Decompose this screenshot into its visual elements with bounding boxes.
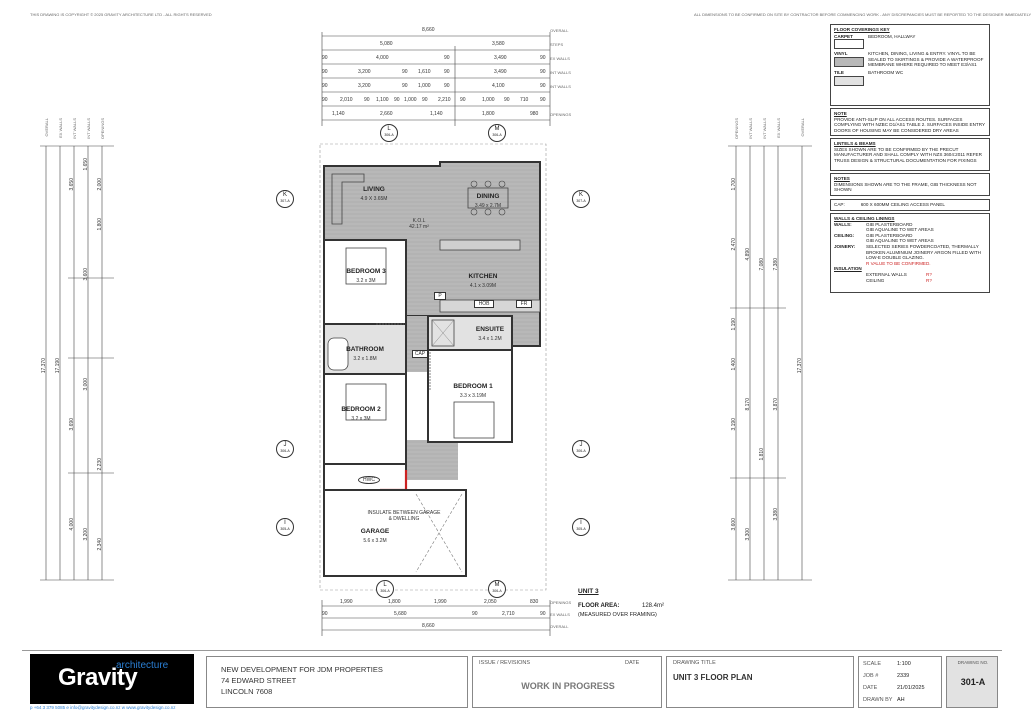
job-label: JOB # xyxy=(863,673,879,679)
right-dim-12: 3,600 xyxy=(731,518,737,531)
left-second-dim: 17,190 xyxy=(55,358,61,374)
cap-key-text: 600 X 600MM CEILING ACCESS PANEL xyxy=(860,202,945,207)
section-marker-k-right xyxy=(572,190,590,208)
hob-label: HOB xyxy=(474,300,494,308)
drawing-title: UNIT 3 FLOOR PLAN xyxy=(673,673,753,682)
carpet-desc: BEDROOM, HALLWAY xyxy=(868,33,916,39)
right-dim-4: 7,380 xyxy=(773,258,779,271)
bottom-exwall-dim-2: 5,680 xyxy=(394,611,407,617)
bottom-label-exwalls: EX WALLS xyxy=(550,612,570,617)
top-open-b-dim-3: 90 xyxy=(364,97,370,103)
vinyl-label: VINYL xyxy=(834,51,848,57)
carpet-label: CARPET xyxy=(834,33,853,39)
top-open-b-dim-10: 1,000 xyxy=(482,97,495,103)
top-open-b-dim-11: 90 xyxy=(504,97,510,103)
section-sheet: 307-A xyxy=(280,199,290,203)
ceiling-row xyxy=(834,233,986,244)
section-sheet: 306-A xyxy=(492,589,502,593)
pantry-label: P xyxy=(434,292,446,300)
left-dimensions xyxy=(38,118,118,588)
logo-block xyxy=(30,654,194,704)
unit-name: UNIT 3 xyxy=(578,588,599,595)
meta-box xyxy=(858,656,942,708)
project-line-2: 74 EDWARD STREET xyxy=(221,676,297,685)
kol-label: K.O.L xyxy=(412,218,426,224)
top-open-a-dim-7: 90 xyxy=(540,83,546,89)
left-overall-dim: 17,370 xyxy=(41,358,47,374)
bottom-label-openings: OPENINGS xyxy=(550,600,572,605)
ceiling-ins-label: CEILING xyxy=(866,277,885,283)
contact-line: p +64 3 379 5085 e info@gravitydesign.co.nz w www.gravitydesign.co.nz xyxy=(30,705,176,710)
top-label-intwalls: INT WALLS xyxy=(550,70,571,75)
room-name-bedroom2: BEDROOM 2 xyxy=(341,406,381,413)
section-sheet: 306-A xyxy=(576,449,586,453)
bottom-open-dim-2: 1,800 xyxy=(388,599,401,605)
drawn-label: DRAWN BY xyxy=(863,697,893,703)
ceiling-ins-value: R? xyxy=(926,277,932,283)
ensuite-walls xyxy=(428,316,512,350)
section-sheet: 305-A xyxy=(280,527,290,531)
left-label-openings: OPENINGS xyxy=(100,118,105,140)
r-value-note: R VALUE TO BE CONFIRMED. xyxy=(866,260,931,266)
top-open-c-dim-4: 1,800 xyxy=(482,111,495,117)
issue-label: ISSUE / REVISIONS xyxy=(479,660,531,666)
section-letter: M xyxy=(494,582,500,588)
ceiling-value-1: GIB PLASTERBOARD xyxy=(866,232,913,238)
left-label-overall: OVERALL xyxy=(44,118,49,137)
drawing-title-box xyxy=(666,656,854,708)
tile-swatch xyxy=(834,76,864,86)
top-intwall-dim-1: 90 xyxy=(322,69,328,75)
top-open-b-dim-8: 2,210 xyxy=(438,97,451,103)
walls-label: WALLS: xyxy=(834,221,852,227)
room-name-bedroom3: BEDROOM 3 xyxy=(346,268,386,275)
note-box xyxy=(830,108,990,136)
vinyl-swatch xyxy=(834,57,864,67)
section-letter: I xyxy=(284,520,286,526)
joinery-label: JOINERY: xyxy=(834,243,856,249)
room-dims-bathroom: 3.2 x 1.8M xyxy=(353,356,377,362)
room-name-garage: GARAGE xyxy=(360,528,390,535)
right-dim-13: 1,810 xyxy=(759,448,765,461)
floor-coverings-key xyxy=(830,24,990,106)
top-intwall-dim-3: 90 xyxy=(402,69,408,75)
drawing-title-label: DRAWING TITLE xyxy=(673,660,716,666)
section-sheet: 306-A xyxy=(492,133,502,137)
hwc-label: HWC xyxy=(358,476,380,484)
copyright-note: THIS DRAWING IS COPYRIGHT © 2025 GRAVITY ARCHITECTURE LTD - ALL RIGHTS RESERVED xyxy=(30,12,212,17)
section-letter: I xyxy=(580,520,582,526)
top-overall-dim: 8,660 xyxy=(422,27,435,33)
vinyl-row xyxy=(834,51,986,68)
left-label-intwalls: INT WALLS xyxy=(72,118,77,139)
room-name-ensuite: ENSUITE xyxy=(475,326,505,333)
top-open-c-dim-5: 980 xyxy=(530,111,539,117)
unit-summary xyxy=(578,588,698,628)
left-dim-2: 2,000 xyxy=(97,178,103,191)
top-open-a-dim-1: 90 xyxy=(322,83,328,89)
ceiling-value-2: GIB AQUALINE TO WET AREAS xyxy=(866,238,934,244)
top-intwall-dim-6: 3,490 xyxy=(494,69,507,75)
room-dims-ensuite: 3.4 x 1.2M xyxy=(478,336,502,342)
section-marker-m-bottom xyxy=(488,580,506,598)
right-dim-7: 1,400 xyxy=(731,358,737,371)
section-marker-k-left xyxy=(276,190,294,208)
top-open-b-dim-1: 90 xyxy=(322,97,328,103)
section-marker-l-bottom xyxy=(376,580,394,598)
drawn-value: AH xyxy=(897,697,905,703)
top-intwall-dim-2: 3,200 xyxy=(358,69,371,75)
notes-title: NOTES xyxy=(834,176,850,181)
bottom-open-dim-1: 1,990 xyxy=(340,599,353,605)
left-dim-10: 3,000 xyxy=(83,378,89,391)
tile-row xyxy=(834,70,986,86)
room-name-dining: DINING xyxy=(476,193,500,200)
bottom-dimensions xyxy=(322,598,550,638)
carpet-swatch xyxy=(834,39,864,49)
bottom-exwall-dim-4: 2,710 xyxy=(502,611,515,617)
left-label-exwalls: EX WALLS xyxy=(58,118,63,138)
walls-value-1: GIB PLASTERBOARD xyxy=(866,221,913,227)
scale-value: 1:100 xyxy=(897,661,911,667)
left-dim-3: 1,650 xyxy=(83,158,89,171)
bottom-exwall-dim-3: 90 xyxy=(472,611,478,617)
note-title: NOTE xyxy=(834,111,847,116)
top-open-a-dim-2: 3,200 xyxy=(358,83,371,89)
top-label-intwalls-2: INT WALLS xyxy=(550,84,571,89)
room-name-bedroom1: BEDROOM 1 xyxy=(453,383,493,390)
insulation-title: INSULATION xyxy=(834,266,862,272)
left-label-intwalls-2: INT WALLS xyxy=(86,118,91,139)
bottom-exwall-dim-1: 90 xyxy=(322,611,328,617)
tile-type xyxy=(834,70,864,86)
room-dims-garage: 5.6 x 3.2M xyxy=(363,538,387,544)
bottom-overall-dim: 8,660 xyxy=(422,623,435,629)
section-letter: J xyxy=(283,442,287,448)
right-label-intwalls-2: INT WALLS xyxy=(762,118,767,139)
top-label-overall: OVERALL xyxy=(550,28,569,33)
top-open-c-dim-3: 1,140 xyxy=(430,111,443,117)
top-open-b-dim-2: 2,010 xyxy=(340,97,353,103)
section-marker-m-top xyxy=(488,124,506,142)
cap-box xyxy=(830,199,990,211)
section-marker-j-left xyxy=(276,440,294,458)
carpet-type xyxy=(834,34,864,50)
vinyl-desc: KITCHEN, DINING, LIVING & ENTRY. VINYL TO BE SEALED TO SKIRTINGS & PROVIDE A WATERPROOF MEMBRANE WHERE REQUIRED TO MEET E3/AS1 xyxy=(868,51,984,68)
left-dim-8: 3,200 xyxy=(83,528,89,541)
top-intwall-dim-4: 1,610 xyxy=(418,69,431,75)
drawing-no: 301-A xyxy=(960,677,986,687)
right-dim-3: 7,080 xyxy=(759,258,765,271)
walls-row xyxy=(834,222,986,233)
ext-walls-value: R? xyxy=(926,271,932,277)
ceiling-values xyxy=(866,233,934,244)
left-dimension-lines xyxy=(38,118,118,588)
carpet-row xyxy=(834,34,986,50)
linings-title: WALLS & CEILING LININGS xyxy=(834,216,895,221)
top-intwall-dim-7: 90 xyxy=(540,69,546,75)
top-exwall-dim-2: 4,000 xyxy=(376,55,389,61)
section-sheet: 307-A xyxy=(576,199,586,203)
walls-values xyxy=(866,222,934,233)
date-label: DATE xyxy=(625,660,640,666)
left-dim-5: 1,800 xyxy=(97,218,103,231)
scale-label: SCALE xyxy=(863,661,882,667)
floor-area-label: FLOOR AREA: xyxy=(578,603,620,609)
left-dim-4: 3,600 xyxy=(83,268,89,281)
kol-area: 42.17 m² xyxy=(409,224,429,230)
top-label-openings: OPENINGS xyxy=(550,112,572,117)
room-name-bathroom: BATHROOM xyxy=(346,346,384,353)
cap-label: CAP xyxy=(412,350,428,358)
top-open-a-dim-4: 1,000 xyxy=(418,83,431,89)
top-open-b-dim-5: 90 xyxy=(394,97,400,103)
top-open-b-dim-12: 710 xyxy=(520,97,529,103)
right-dimension-lines xyxy=(726,118,816,588)
notes-text: DIMENSIONS SHOWN ARE TO THE FRAME, GIB THICKNESS NOT SHOWN xyxy=(834,181,977,193)
job-value: 2339 xyxy=(897,673,910,679)
lintels-box xyxy=(830,138,990,171)
section-letter: J xyxy=(579,442,583,448)
left-dim-6: 3,690 xyxy=(69,418,75,431)
section-marker-j-right xyxy=(572,440,590,458)
room-name-kitchen: KITCHEN xyxy=(468,273,498,280)
bottom-open-dim-5: 830 xyxy=(530,599,539,605)
section-letter: M xyxy=(494,126,500,132)
joinery-values xyxy=(866,244,986,266)
top-open-a-dim-3: 90 xyxy=(402,83,408,89)
section-sheet: 306-A xyxy=(380,589,390,593)
project-line-1: NEW DEVELOPMENT FOR JDM PROPERTIES xyxy=(221,665,383,674)
top-open-a-dim-6: 4,100 xyxy=(492,83,505,89)
project-line-3: LINCOLN 7608 xyxy=(221,687,273,696)
floor-coverings-title: FLOOR COVERINGS KEY xyxy=(834,27,890,32)
top-open-b-dim-13: 90 xyxy=(540,97,546,103)
top-steps-dim-1: 5,080 xyxy=(380,41,393,47)
vinyl-type xyxy=(834,51,864,68)
section-marker-i-right xyxy=(572,518,590,536)
top-open-a-dim-5: 90 xyxy=(444,83,450,89)
logo-main: Gravity xyxy=(58,664,138,691)
right-dim-5: 1,700 xyxy=(731,178,737,191)
date-field-label: DATE xyxy=(863,685,878,691)
insulate-note: INSULATE BETWEEN GARAGE & DWELLING xyxy=(367,510,441,522)
room-dims-living: 4.9 X 3.65M xyxy=(360,196,388,202)
lintels-title: LINTELS & BEAMS xyxy=(834,141,876,146)
room-dims-bedroom1: 3.3 x 3.19M xyxy=(459,393,487,399)
lintels-text: SIZES SHOWN ARE TO BE CONFIRMED BY THE PRECUT MANUFACTURER AND SHALL COMPLY WITH NZS 3604:2011 REFER TRUSS DESIGN & STRUCTURAL DOCUMENTATION FOR FIXINGS xyxy=(834,146,982,163)
room-dims-bedroom2: 3.2 x 3M xyxy=(351,416,371,422)
right-dim-2: 4,890 xyxy=(745,248,751,261)
tile-desc: BATHROOM WC xyxy=(868,69,904,75)
right-label-overall: OVERALL xyxy=(800,118,805,137)
issue-box xyxy=(472,656,662,708)
section-marker-l-top xyxy=(380,124,398,142)
right-dim-8: 8,170 xyxy=(745,398,751,411)
section-letter: K xyxy=(282,192,287,198)
note-text: PROVIDE ANTI-SLIP ON ALL ACCESS ROUTES. SURFACES COMPLYING WITH NZBC D1/AS1 TABLE 2. SURFACES INSIDE ENTRY DOORS OF HOUSING MAY BE CONSIDERED DRY AREAS xyxy=(834,116,985,133)
joinery-row xyxy=(834,244,986,266)
bottom-open-dim-3: 1,990 xyxy=(434,599,447,605)
room-name-living: LIVING xyxy=(363,186,385,193)
room-dims-dining: 3.49 x 2.7M xyxy=(474,203,502,209)
kitchen-island xyxy=(440,240,520,250)
section-marker-i-left xyxy=(276,518,294,536)
bottom-label-overall: OVERALL xyxy=(550,624,569,629)
fridge-label: FR xyxy=(516,300,532,308)
section-sheet: 306-A xyxy=(384,133,394,137)
notes-box xyxy=(830,173,990,196)
dimensions-note: ALL DIMENSIONS TO BE CONFIRMED ON SITE BY CONTRACTOR BEFORE COMMENCING WORK - ANY DISCREPANCIES MUST BE REPORTED TO THE DESIGNER IMMEDIATELY xyxy=(694,12,1031,17)
top-open-c-dim-2: 2,660 xyxy=(380,111,393,117)
room-dims-bedroom3: 3.2 x 3M xyxy=(356,278,376,284)
left-dim-7: 4,000 xyxy=(69,518,75,531)
walls-value-2: GIB AQUALINE TO WET AREAS xyxy=(866,227,934,233)
left-dim-11: 2,230 xyxy=(97,458,103,471)
drawing-no-label: DRAWING NO. xyxy=(957,660,989,665)
top-exwall-dim-1: 90 xyxy=(322,55,328,61)
floor-area-sub: (MEASURED OVER FRAMING) xyxy=(578,612,657,618)
right-dim-10: 3,190 xyxy=(731,418,737,431)
tile-label: TILE xyxy=(834,69,844,75)
top-intwall-dim-5: 90 xyxy=(444,69,450,75)
top-label-steps: STEPS xyxy=(550,42,564,47)
section-letter: L xyxy=(383,582,387,588)
date-value: 21/01/2025 xyxy=(897,685,925,691)
right-label-intwalls: INT WALLS xyxy=(748,118,753,139)
right-overall-dim: 17,370 xyxy=(797,358,803,374)
bottom-exwall-dim-5: 90 xyxy=(540,611,546,617)
top-exwall-dim-5: 90 xyxy=(540,55,546,61)
ceiling-label: CEILING: xyxy=(834,232,855,238)
top-dimensions xyxy=(322,26,550,126)
section-sheet: 305-A xyxy=(576,527,586,531)
room-dims-kitchen: 4.1 x 3.09M xyxy=(469,283,497,289)
cap-key-label: CAP: xyxy=(834,202,845,207)
joinery-value: SELECTED SERIES POWDERCOATED, THERMALLY BROKEN ALUMINIUM JOINERY ARGON FILLED WITH LOW-E DOUBLE GLAZING. xyxy=(866,243,981,261)
right-dimensions xyxy=(726,118,816,588)
top-open-b-dim-7: 90 xyxy=(422,97,428,103)
drawing-number-box xyxy=(946,656,998,708)
section-letter: K xyxy=(578,192,583,198)
right-dim-1: 2,470 xyxy=(731,238,737,251)
ext-walls-label: EXTERNAL WALLS xyxy=(866,271,907,277)
right-label-exwalls: EX WALLS xyxy=(776,118,781,138)
right-dim-6: 1,190 xyxy=(731,318,737,331)
top-open-b-dim-6: 1,000 xyxy=(404,97,417,103)
top-label-exwalls: EX WALLS xyxy=(550,56,570,61)
top-open-b-dim-4: 1,100 xyxy=(376,97,389,103)
section-letter: L xyxy=(387,126,391,132)
left-dim-9: 2,340 xyxy=(97,538,103,551)
logo-sub: architecture xyxy=(116,660,169,671)
right-dim-14: 3,300 xyxy=(745,528,751,541)
top-open-c-dim-1: 1,140 xyxy=(332,111,345,117)
bathtub xyxy=(328,338,348,370)
project-box xyxy=(206,656,468,708)
linings-box xyxy=(830,213,990,293)
right-label-openings: OPENINGS xyxy=(734,118,739,140)
top-steps-dim-2: 3,580 xyxy=(492,41,505,47)
top-exwall-dim-3: 90 xyxy=(444,55,450,61)
right-dim-11: 3,380 xyxy=(773,508,779,521)
floor-area-value: 128.4m² xyxy=(642,603,665,609)
top-open-b-dim-9: 90 xyxy=(460,97,466,103)
left-dim-1: 3,650 xyxy=(69,178,75,191)
section-sheet: 306-A xyxy=(280,449,290,453)
right-dim-9: 3,870 xyxy=(773,398,779,411)
ceiling-ins-row xyxy=(834,278,986,284)
top-exwall-dim-4: 3,490 xyxy=(494,55,507,61)
issue-status: WORK IN PROGRESS xyxy=(521,681,615,691)
bottom-open-dim-4: 2,050 xyxy=(484,599,497,605)
